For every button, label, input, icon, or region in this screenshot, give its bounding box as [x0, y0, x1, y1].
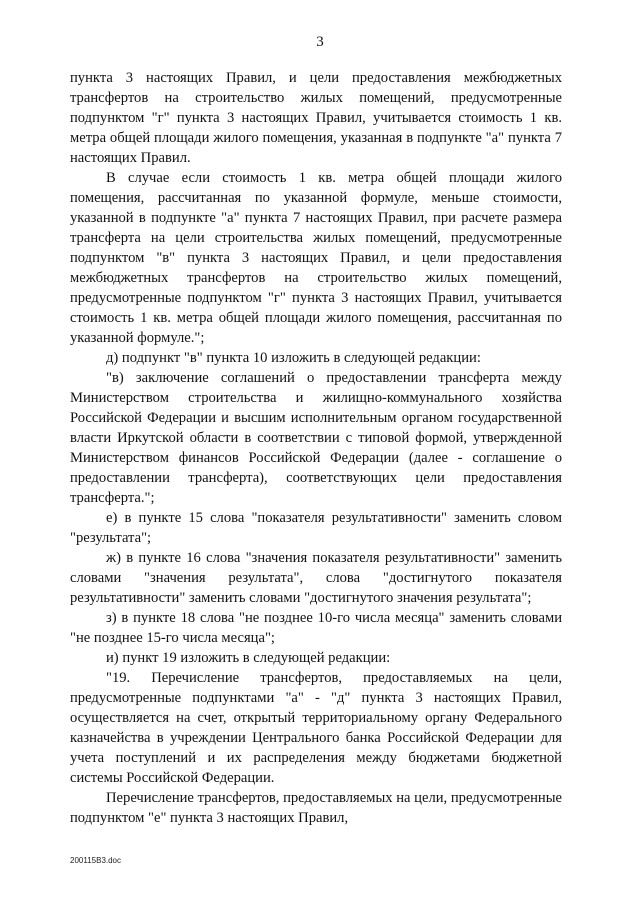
page-number: 3: [316, 34, 324, 50]
paragraph-1: пункта 3 настоящих Правил, и цели предоставления межбюджетных трансфертов на строительство жилых помещений, предусмотренные подпунктом "г" пункта 3 настоящих Правил, учитывается стоимость 1 кв. метра общей площади жилого помещения, указанная в подпункте "а" пункта 7 настоящих Правил.: [70, 70, 562, 166]
paragraph-8: и) пункт 19 изложить в следующей редакции:: [106, 650, 391, 666]
paragraph-9: "19. Перечисление трансфертов, предоставляемых на цели, предусмотренные подпунктами "а" - "д" пункта 3 настоящих Правил, осуществляется на счет, открытый территориальному органу Федерального казначейства в учреждении Центрального банка Российской Федерации для учета поступлений и их распределения между бюджетами бюджетной системы Российской Федерации.: [70, 670, 562, 786]
paragraph-5: е) в пункте 15 слова "показателя результативности" заменить словом "результата";: [70, 510, 562, 546]
document-body: [70, 68, 562, 828]
paragraph-7: з) в пункте 18 слова "не позднее 10-го числа месяца" заменить словами "не позднее 15-го числа месяца";: [70, 610, 562, 646]
paragraph-4: "в) заключение соглашений о предоставлении трансферта между Министерством строительства и жилищно-коммунального хозяйства Российской Федерации и высшим исполнительным органом государственной власти Иркутской области в соответствии с типовой формой, утвержденной Министерством финансов Российской Федерации (далее - соглашение о предоставлении трансферта), соответствующих цели предоставления трансферта.";: [70, 370, 562, 506]
file-name-footer: 200115В3.doc: [70, 856, 122, 865]
paragraph-10: Перечисление трансфертов, предоставляемых на цели, предусмотренные подпунктом "е" пункта 3 настоящих Правил,: [70, 790, 562, 826]
paragraph-3: д) подпункт "в" пункта 10 изложить в следующей редакции:: [106, 350, 481, 366]
paragraph-6: ж) в пункте 16 слова "значения показателя результативности" заменить словами "значения результата", слова "достигнутого показателя результативности" заменить словами "достигнутого значения результата";: [70, 550, 562, 606]
paragraph-2: В случае если стоимость 1 кв. метра общей площади жилого помещения, рассчитанная по указанной формуле, меньше стоимости, указанной в подпункте "а" пункта 7 настоящих Правил, при расчете размера трансферта на цели строительства жилых помещений, предусмотренные подпунктом "в" пункта 3 настоящих Правил, и цели предоставления межбюджетных трансфертов на строительство жилых помещений, предусмотренные подпунктом "г" пункта 3 настоящих Правил, учитывается стоимость 1 кв. метра общей площади жилого помещения, рассчитанная по указанной формуле.";: [70, 170, 562, 346]
